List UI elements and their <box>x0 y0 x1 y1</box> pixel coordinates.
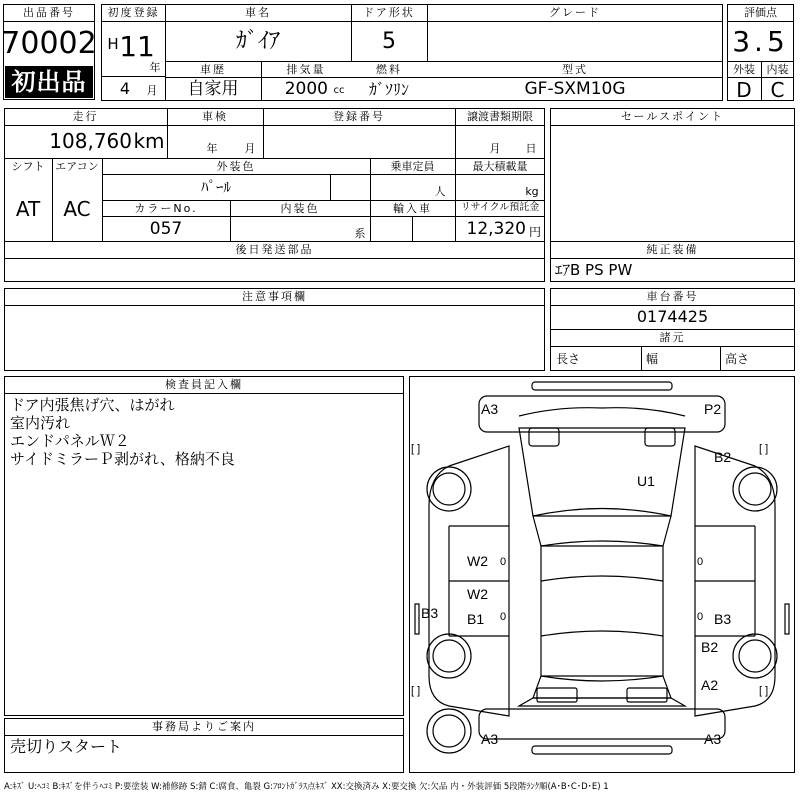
mark-left-rear-door-b: B1 <box>467 611 485 627</box>
mark-left-rear-fender: B3 <box>421 605 439 621</box>
width-label: 幅 <box>646 352 659 366</box>
caution-label: 注意事項欄 <box>242 290 307 303</box>
legend: A:ｷｽﾞ U:ﾍｺﾐ B:ｷｽﾞを伴うﾍｺﾐ P:要塗装 W:補修跡 S:錆 C:腐食、亀裂 G:ﾌﾛﾝﾄｶﾞﾗｽ点ｷｽﾞ XX:交換済み X:要交換 欠:欠品 内・外装評価 5段階ﾗﾝｸ順(A･B･C･D･E) 1 <box>4 781 609 792</box>
inspection-month-unit: 月 <box>244 141 256 155</box>
fuel: ｶﾞｿﾘﾝ <box>368 79 409 99</box>
shift-label: シフト <box>11 159 45 173</box>
grade <box>427 22 723 61</box>
capacity-label: 乗車定員 <box>390 159 435 173</box>
mark-bracket: [ ] <box>411 443 421 455</box>
history: 自家用 <box>187 79 239 99</box>
sales-points <box>550 126 795 146</box>
mark-zero: 0 <box>500 611 507 623</box>
model: GF-SXM10G <box>524 79 626 99</box>
mark-bracket: [ ] <box>759 443 769 455</box>
mark-front-right: P2 <box>704 401 722 417</box>
fuel-label: 燃料 <box>376 62 402 76</box>
caution <box>8 308 308 328</box>
load-unit: kg <box>525 184 539 198</box>
height-label: 高さ <box>725 352 750 366</box>
month-unit: 月 <box>146 83 158 97</box>
year-unit: 年 <box>149 60 161 74</box>
inspector-note: ドア内張焦げ穴、はがれ <box>10 396 175 414</box>
grade-label: グレード <box>549 6 601 19</box>
deferred-label: 後日発送部品 <box>235 243 314 256</box>
score: 3.5 <box>732 24 789 58</box>
mark-left-rear-door-a: W2 <box>467 586 488 602</box>
chassis-label: 車台番号 <box>646 290 699 303</box>
mark-right-rear-fender: B2 <box>701 639 719 655</box>
ext-color: ﾊﾟｰﾙ <box>200 178 231 196</box>
office-text: 売切りスタート <box>10 737 123 756</box>
mark-bracket: [ ] <box>411 685 421 697</box>
mark-hood: U1 <box>637 473 655 489</box>
mark-rear-left: A3 <box>481 731 499 747</box>
length-label: 長さ <box>556 352 581 366</box>
exterior-grade: D <box>736 77 752 102</box>
recycle-amount: 12,320 <box>466 219 526 239</box>
era: H <box>107 34 119 53</box>
transfer-month-unit: 月 <box>489 141 501 155</box>
displacement: 2000 <box>284 79 328 99</box>
registration-label: 登録番号 <box>333 110 385 123</box>
interior-grade: C <box>770 77 785 102</box>
mark-front-left: A3 <box>481 401 499 417</box>
first-listing-badge: 初出品 <box>5 66 93 98</box>
score-label: 評価点 <box>744 6 777 19</box>
dims-label: 諸元 <box>659 331 686 344</box>
inspector-notes <box>10 396 400 468</box>
interior-label: 内装 <box>766 62 789 76</box>
equipment: ｴｱB PS PW <box>555 260 633 279</box>
first-reg-label: 初度登録 <box>107 6 160 19</box>
mark-zero: 0 <box>697 556 704 568</box>
sales-points-label: セールスポイント <box>620 110 724 123</box>
int-color-unit: 系 <box>354 226 366 240</box>
history-label: 車歴 <box>200 62 226 76</box>
exterior-label: 外装 <box>733 62 755 76</box>
mark-bracket: [ ] <box>759 685 769 697</box>
lot-label: 出品番号 <box>23 6 75 19</box>
mark-zero: 0 <box>500 556 507 568</box>
shift: AT <box>15 196 41 221</box>
capacity-unit: 人 <box>434 184 446 198</box>
ac-label: エアコン <box>55 159 99 173</box>
chassis-no: 0174425 <box>636 307 709 326</box>
color-no: 057 <box>149 219 183 239</box>
doors: 5 <box>382 28 396 54</box>
int-color-label: 内装色 <box>280 201 320 215</box>
car-diagram <box>409 376 795 773</box>
mileage-label: 走行 <box>72 110 99 123</box>
mileage-unit: km <box>133 129 165 153</box>
recycle-label: リサイクル預託金 <box>460 202 540 213</box>
model-label: 型式 <box>562 62 588 76</box>
reg-year: 11 <box>119 30 155 63</box>
transfer-day-unit: 日 <box>525 141 537 155</box>
load-label: 最大積載量 <box>472 159 528 173</box>
mark-rear-right: A3 <box>704 731 722 747</box>
equipment-label: 純正装備 <box>646 243 699 256</box>
mark-right-rear-door: B3 <box>714 611 732 627</box>
inspection-label: 車検 <box>202 110 228 123</box>
recycle-unit: 円 <box>528 225 541 239</box>
mark-right-front-fender: B2 <box>714 449 732 465</box>
mark-zero: 0 <box>697 611 704 623</box>
inspector-label: 検査員記入欄 <box>165 378 243 391</box>
ac: AC <box>63 196 91 221</box>
displacement-unit: cc <box>333 85 345 96</box>
mark-left-front-door: W2 <box>467 553 488 569</box>
reg-month: 4 <box>119 79 131 98</box>
car-name-label: 車名 <box>245 6 271 19</box>
displacement-label: 排気量 <box>286 62 326 76</box>
door-label: ドア形状 <box>363 6 415 19</box>
inspector-note: エンドパネルＷ２ <box>10 432 130 450</box>
mark-right-rear-quarter: A2 <box>701 677 719 693</box>
deferred <box>4 259 545 281</box>
color-no-label: カラーNo. <box>134 201 198 215</box>
mileage: 108,760 <box>49 129 132 153</box>
office-label: 事務局よりご案内 <box>152 720 256 733</box>
inspector-note: 室内汚れ <box>10 414 71 432</box>
transfer-label: 譲渡書類期限 <box>467 110 533 123</box>
inspector-note: サイドミラーＰ剥がれ、格納不良 <box>10 450 235 468</box>
import-label: 輸入車 <box>393 201 432 215</box>
lot-number: 70002 <box>1 26 97 61</box>
inspection-year-unit: 年 <box>206 141 218 155</box>
ext-color-label: 外装色 <box>216 159 256 173</box>
car-name: ｶﾞｲｱ <box>235 28 280 54</box>
